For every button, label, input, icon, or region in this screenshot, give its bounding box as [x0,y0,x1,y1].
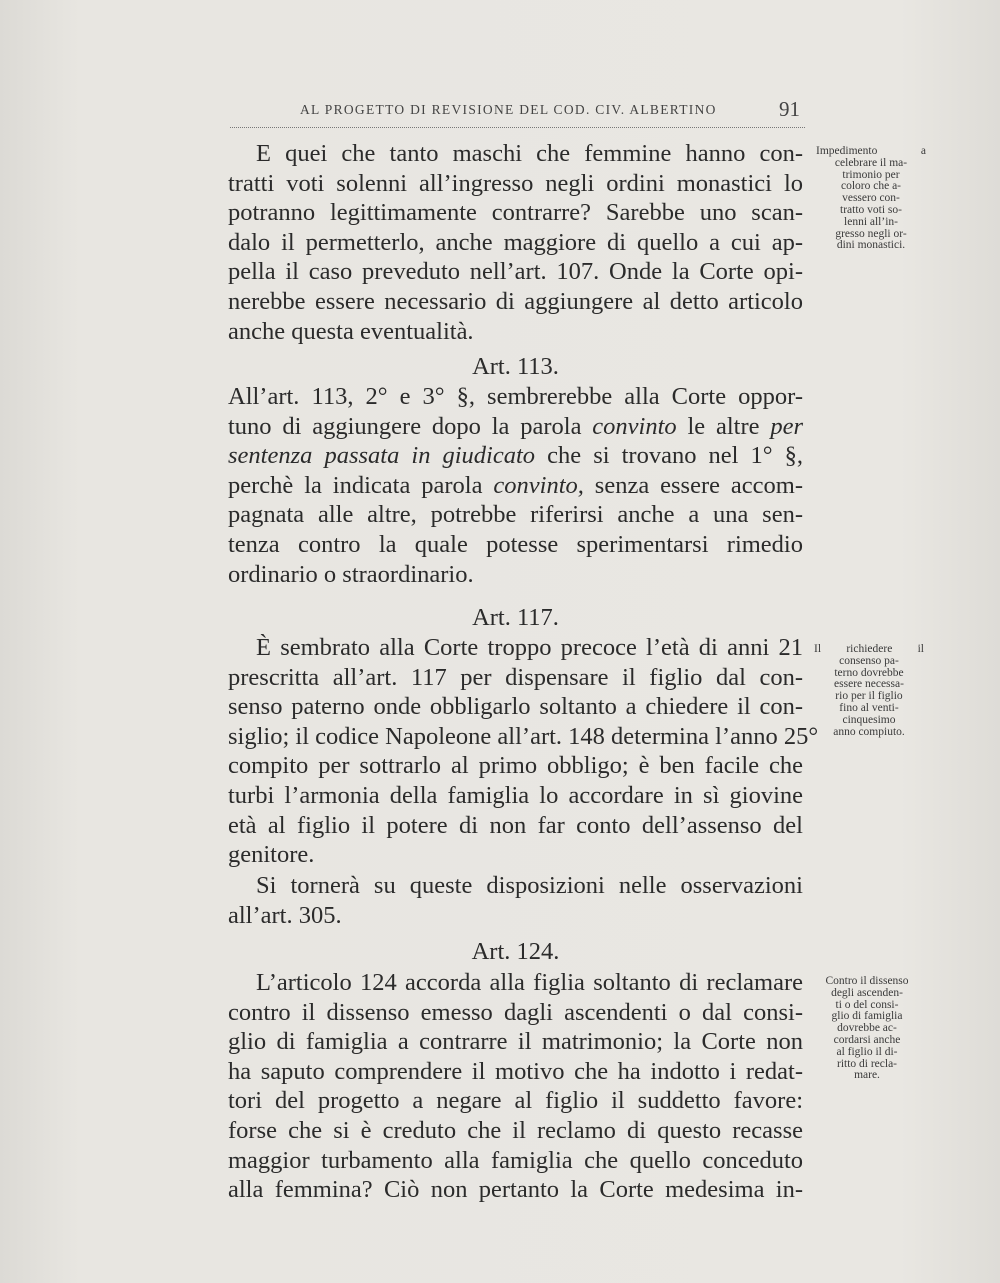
margin-note-line: Impedimento a [816,145,926,157]
text-line: potranno legittimamente contrarre? Sarebbe uno scan- [228,199,803,227]
text-line: tuno di aggiungere dopo la parola convinto le altre per [228,412,803,440]
margin-note-line: dovrebbe ac- [837,1022,897,1035]
text-line: genitore. [228,841,315,869]
paragraph-1 [228,139,803,346]
text-line: È sembrato alla Corte troppo precoce l’età di anni 21 [256,634,803,661]
italic-term: convinto [592,412,677,440]
text-line: pella il caso preveduto nell’art. 107. Onde la Corte opi- [228,258,803,286]
header-rule [230,127,805,128]
margin-note-line: mare. [854,1069,880,1082]
paragraph-5 [228,968,803,1205]
text-line: turbi l’armonia della famiglia lo accordare in sì giovine [228,781,803,809]
text-line: anche questa eventualità. [228,317,474,345]
margin-note-line: glio di famiglia [831,1010,903,1023]
article-heading-124: Art. 124. [471,938,560,965]
text-line: forse che si è creduto che il reclamo di questo recasse [228,1116,803,1144]
margin-note-line: degli ascenden- [831,986,903,999]
paragraph-3 [228,633,819,870]
margin-note-line: essere necessa- [834,678,904,691]
margin-note-line: coloro che a- [840,180,902,193]
margin-note-line: anno compiuto. [833,725,905,738]
margin-note-line: cordarsi anche [833,1033,901,1046]
text-line: E quei che tanto maschi che femmine hanno con- [256,140,803,167]
margin-note-2 [814,644,924,738]
article-heading-113: Art. 113. [472,353,559,380]
italic-term: sentenza passata in giudicato [228,442,536,470]
margin-note-line: lenni all’in- [844,215,898,228]
text-line: contro il dissenso emesso dagli ascendenti o dal consi- [228,998,803,1026]
text-line: compito per sottrarlo al primo obbligo; è ben facile che [228,752,803,780]
margin-note-1 [816,146,926,252]
margin-note-line: ti o del consi- [835,998,899,1011]
text-line: nerebbe essere necessario di aggiungere al detto articolo [228,287,803,315]
text-line: sentenza passata in giudicato che si trovano nel 1° §, [228,442,803,470]
text-line: L’articolo 124 accorda alla figlia soltanto di reclamare [256,969,803,996]
margin-note-line: al figlio il di- [836,1045,898,1058]
running-title: AL PROGETTO DI REVISIONE DEL COD. CIV. ALBERTINO [300,102,717,117]
page-number: 91 [779,97,800,121]
margin-note-line: dini monastici. [836,239,906,252]
text-line: ordinario o straordinario. [228,560,474,588]
article-heading-117: Art. 117. [472,604,559,631]
text-line: maggior turbamento alla famiglia che quello conceduto [228,1146,803,1174]
margin-note-line: rio per il figlio [835,690,903,703]
text-line: All’art. 113, 2° e 3° §, sembrerebbe alla Corte oppor- [228,383,803,410]
text-line: tori del progetto a negare al figlio il suddetto favore: [228,1087,803,1115]
paragraph-2 [228,382,803,589]
text-line: dalo il permetterlo, anche maggiore di quello a cui ap- [228,228,803,256]
text-line: pagnata alle altre, potrebbe riferirsi anche a una sen- [228,501,803,529]
text-line: ha saputo comprendere il motivo che ha indotto i redat- [228,1057,803,1085]
text-line: all’art. 305. [228,901,342,929]
text-line: prescritta all’art. 117 per dispensare il figlio dal con- [228,663,803,691]
margin-note-line: cinquesimo [842,713,896,726]
text-line: glio di famiglia a contrarre il matrimonio; la Corte non [228,1028,803,1056]
italic-term: per [770,412,803,440]
margin-note-line: fino al venti- [839,701,899,714]
margin-note-line: Il richiedere il [814,643,924,655]
margin-note-line: terno dovrebbe [834,666,904,679]
text-line: alla femmina? Ciò non pertanto la Corte medesima in- [228,1176,803,1204]
text-line: perchè la indicata parola convinto, senza essere accom- [228,471,803,499]
text-line: tenza contro la quale potesse sperimentarsi rimedio [228,530,803,558]
text-line: tratti voti solenni all’ingresso negli ordini monastici lo [228,169,803,197]
paragraph-4 [228,871,803,930]
margin-note-line: Contro il dissenso [825,975,909,987]
margin-note-line: vessero con- [842,192,900,205]
text-line: senso paterno onde obbligarlo soltanto a chiedere il con- [228,693,803,721]
margin-note-line: gresso negli or- [835,227,907,240]
text-line: età al figlio il potere di non far conto dell’assenso del [228,811,803,839]
margin-note-line: ritto di recla- [836,1057,898,1070]
margin-note-line: tratto voti so- [840,203,902,216]
margin-note-line: consenso pa- [839,654,899,667]
text-line: Si tornerà su queste disposizioni nelle osservazioni [256,872,803,899]
italic-term: convinto, [493,471,584,499]
margin-note-line: celebrare il ma- [834,156,908,169]
margin-note-3 [812,976,922,1082]
margin-note-line: trimonio per [842,168,900,181]
text-line: siglio; il codice Napoleone all’art. 148 determina l’anno 25° [228,722,819,750]
